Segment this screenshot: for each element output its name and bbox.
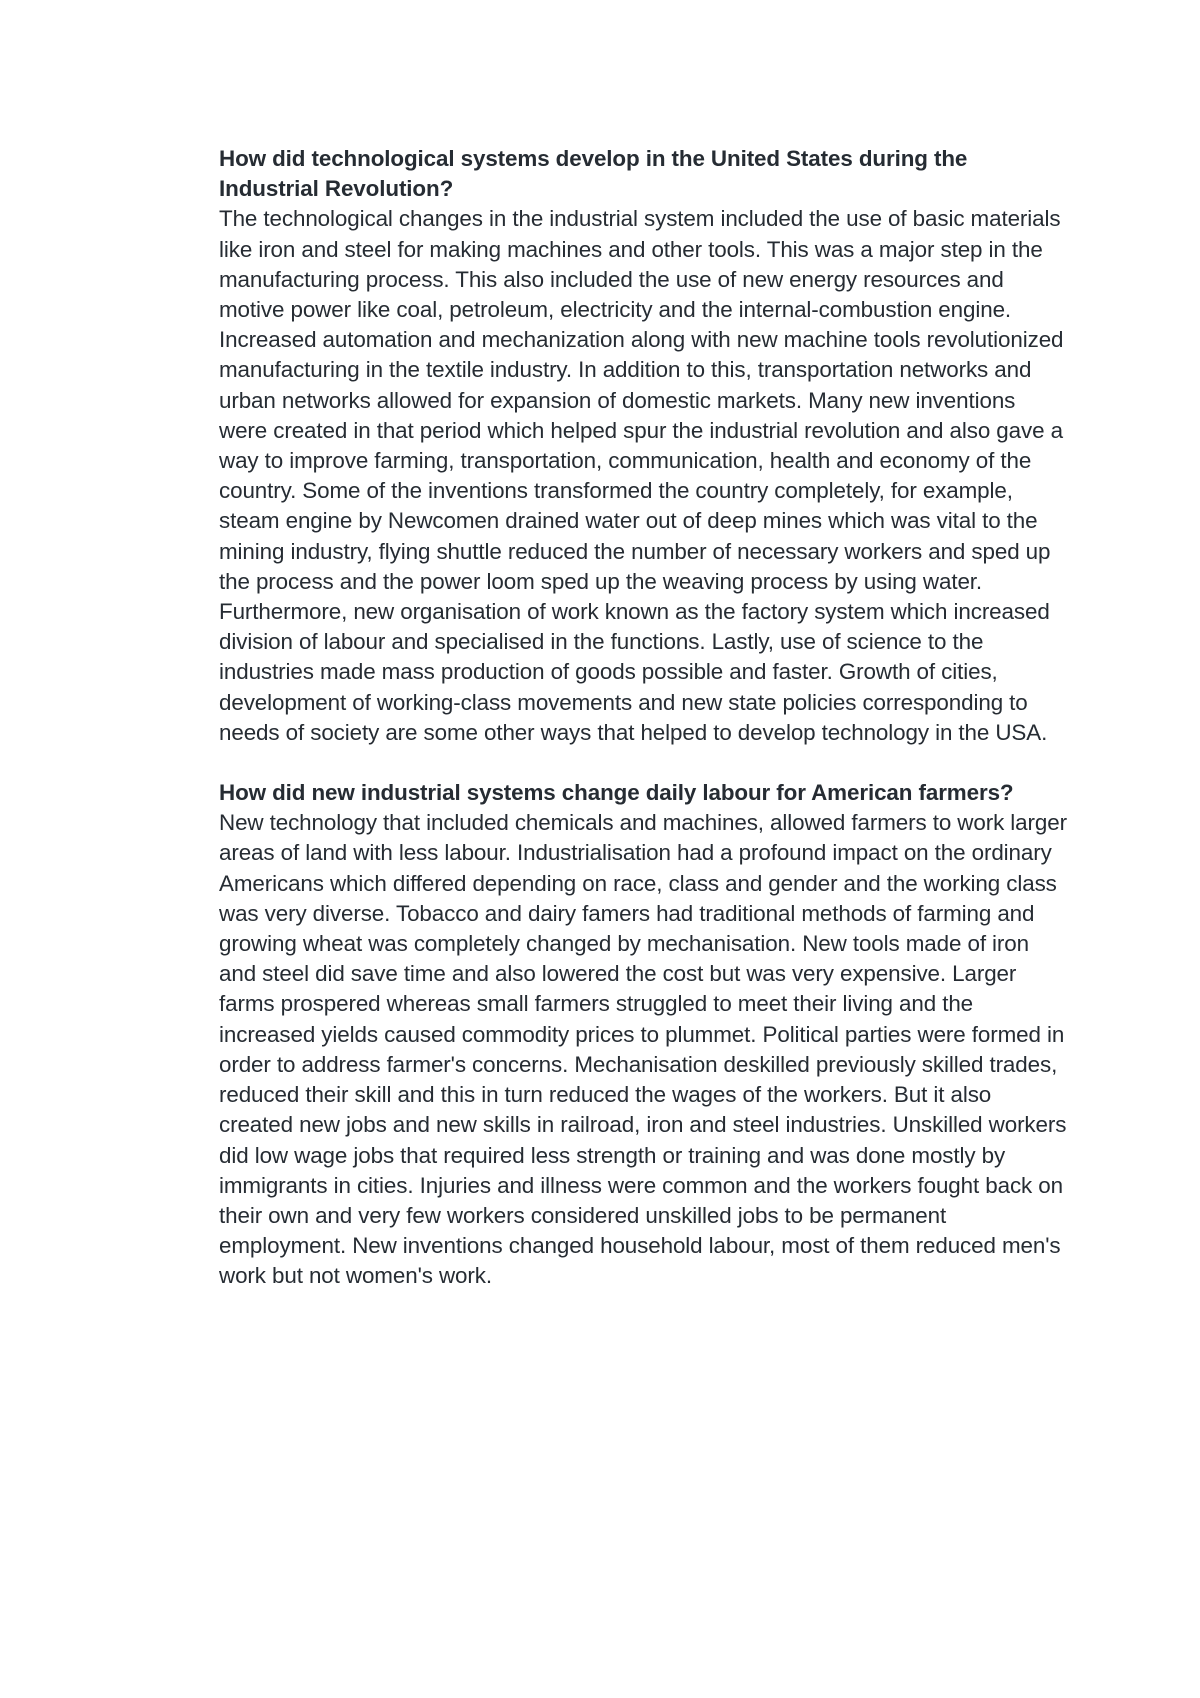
section-heading: How did technological systems develop in the United States during the Industrial Revolution? xyxy=(219,146,968,202)
section-body: New technology that included chemicals and machines, allowed farmers to work larger areas of land with less labour. Industrialisation had a profound impact on the ordinary Americans which differed depending on race, class and gender and the working class was very diverse. Tobacco and dairy famers had traditional methods of farming and growing wheat was completely changed by mechanisation. New tools made of iron and steel did save time and also lowered the cost but was very expensive. Larger farms prospered whereas small farmers struggled to meet their living and the increased yields caused commodity prices to plummet. Political parties were formed in order to address farmer's concerns. Mechanisation deskilled previously skilled trades, reduced their skill and this in turn reduced the wages of the workers. But it also created new jobs and new skills in railroad, iron and steel industries. Unskilled workers did low wage jobs that required less strength or training and was done mostly by immigrants in cities. Injuries and illness were common and the workers fought back on their own and very few workers considered unskilled jobs to be permanent employment. New inventions changed household labour, most of them reduced men's work but not women's work. xyxy=(219,810,1067,1289)
section-farmers-labour xyxy=(219,778,1069,1291)
section-technological-systems xyxy=(219,144,1069,748)
section-heading: How did new industrial systems change daily labour for American farmers? xyxy=(219,780,1014,806)
document-content xyxy=(219,144,1069,1322)
section-body: The technological changes in the industrial system included the use of basic materials like iron and steel for making machines and other tools. This was a major step in the manufacturing process. This also included the use of new energy resources and motive power like coal, petroleum, electricity and the internal-combustion engine. Increased automation and mechanization along with new machine tools revolutionized manufacturing in the textile industry. In addition to this, transportation networks and urban networks allowed for expansion of domestic markets. Many new inventions were created in that period which helped spur the industrial revolution and also gave a way to improve farming, transportation, communication, health and economy of the country. Some of the inventions transformed the country completely, for example, steam engine by Newcomen drained water out of deep mines which was vital to the mining industry, flying shuttle reduced the number of necessary workers and sped up the process and the power loom sped up the weaving process by using water. Furthermore, new organisation of work known as the factory system which increased division of labour and specialised in the functions. Lastly, use of science to the industries made mass production of goods possible and faster. Growth of cities, development of working-class movements and new state policies corresponding to needs of society are some other ways that helped to develop technology in the USA. xyxy=(219,206,1064,745)
